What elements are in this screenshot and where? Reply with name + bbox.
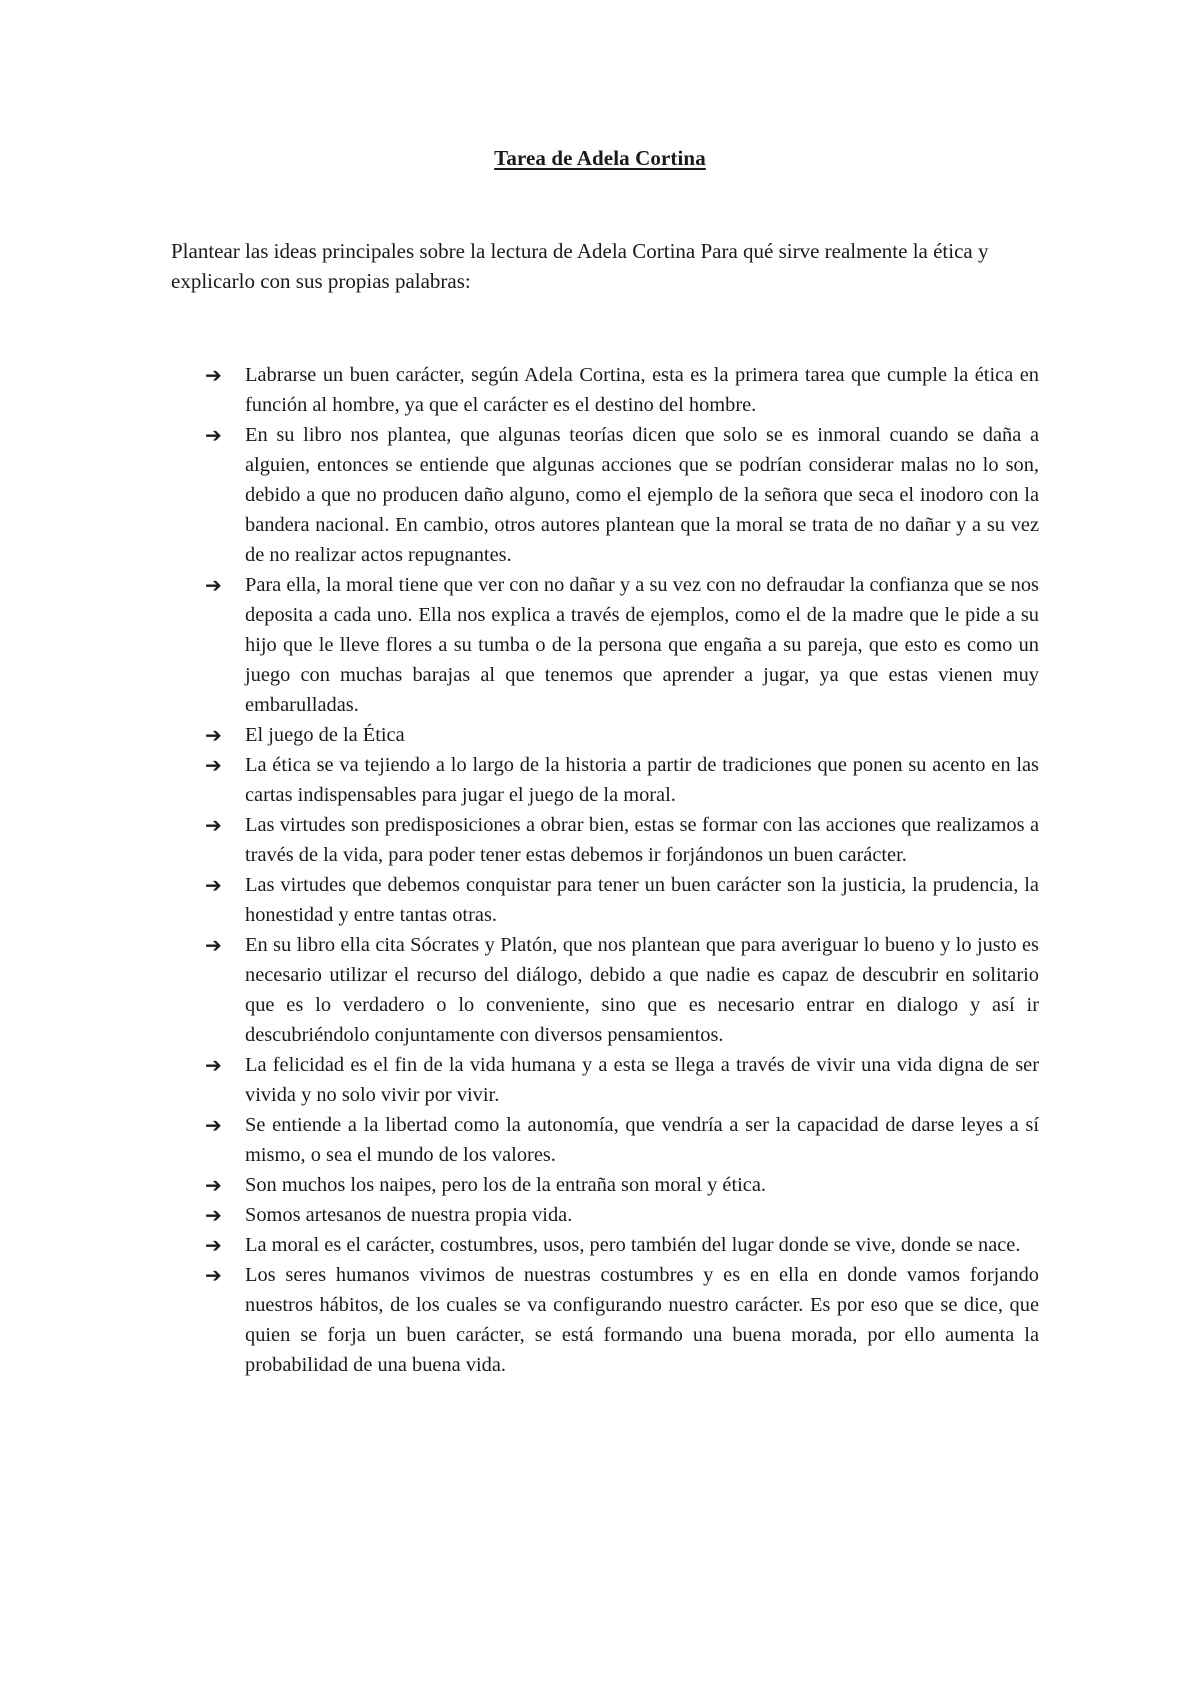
list-item-text: Los seres humanos vivimos de nuestras costumbres y es en ella en donde vamos forjando nuestros hábitos, de los cuales se va configurando nuestro carácter. Es por eso que se dice, que quien se forja un buen carácter, se está formando una buena morada, por ello aumenta la probabilidad de una buena vida. (245, 1264, 1039, 1376)
list-item-text: En su libro ella cita Sócrates y Platón, que nos plantean que para averiguar lo bueno y lo justo es necesario utilizar el recurso del diálogo, debido a que nadie es capaz de descubrir en solitario que es lo verdadero o lo conveniente, sino que es necesario entrar en dialogo y así ir descubriéndolo conjuntamente con diversos pensamientos. (245, 934, 1039, 1046)
list-item-text: Se entiende a la libertad como la autonomía, que vendría a ser la capacidad de darse leyes a sí mismo, o sea el mundo de los valores. (245, 1114, 1039, 1166)
list-item (205, 930, 1039, 1050)
list-item (205, 1050, 1039, 1110)
arrow-right-icon: ➔ (205, 423, 222, 447)
list-item (205, 360, 1039, 420)
list-item (205, 810, 1039, 870)
arrow-right-icon: ➔ (205, 573, 222, 597)
list-item (205, 1170, 1039, 1200)
list-item-text: En su libro nos plantea, que algunas teorías dicen que solo se es inmoral cuando se daña a alguien, entonces se entiende que algunas acciones que se podrían considerar malas no lo son, debido a que no producen daño alguno, como el ejemplo de la señora que seca el inodoro con la bandera nacional. En cambio, otros autores plantean que la moral se trata de no dañar y a su vez de no realizar actos repugnantes. (245, 424, 1039, 566)
list-item (205, 1200, 1039, 1230)
arrow-right-icon: ➔ (205, 1053, 222, 1077)
arrow-right-icon: ➔ (205, 1233, 222, 1257)
list-item (205, 720, 1039, 750)
list-item-text: Labrarse un buen carácter, según Adela Cortina, esta es la primera tarea que cumple la ética en función al hombre, ya que el carácter es el destino del hombre. (245, 364, 1039, 416)
list-item (205, 420, 1039, 570)
list-item (205, 570, 1039, 720)
intro-paragraph: Plantear las ideas principales sobre la lectura de Adela Cortina Para qué sirve realmente la ética y explicarlo con sus propias palabras: (171, 239, 989, 293)
list-item-text: Somos artesanos de nuestra propia vida. (245, 1204, 573, 1226)
arrow-right-icon: ➔ (205, 1173, 222, 1197)
list-item-text: Las virtudes que debemos conquistar para tener un buen carácter son la justicia, la prudencia, la honestidad y entre tantas otras. (245, 874, 1039, 926)
list-item-text: Son muchos los naipes, pero los de la entraña son moral y ética. (245, 1174, 766, 1196)
list-item (205, 750, 1039, 810)
arrow-right-icon: ➔ (205, 753, 222, 777)
list-item (205, 870, 1039, 930)
list-item (205, 1260, 1039, 1380)
list-item-text: La moral es el carácter, costumbres, usos, pero también del lugar donde se vive, donde se nace. (245, 1234, 1021, 1256)
arrow-right-icon: ➔ (205, 1113, 222, 1137)
list-item-text: Las virtudes son predisposiciones a obrar bien, estas se formar con las acciones que realizamos a través de la vida, para poder tener estas debemos ir forjándonos un buen carácter. (245, 814, 1039, 866)
arrow-right-icon: ➔ (205, 813, 222, 837)
list-item-text: La felicidad es el fin de la vida humana y a esta se llega a través de vivir una vida digna de ser vivida y no solo vivir por vivir. (245, 1054, 1039, 1106)
arrow-right-icon: ➔ (205, 1263, 222, 1287)
list-item (205, 1230, 1039, 1260)
list-item-text: La ética se va tejiendo a lo largo de la historia a partir de tradiciones que ponen su acento en las cartas indispensables para jugar el juego de la moral. (245, 754, 1039, 806)
arrow-right-icon: ➔ (205, 1203, 222, 1227)
list-item-text: Para ella, la moral tiene que ver con no dañar y a su vez con no defraudar la confianza que se nos deposita a cada uno. Ella nos explica a través de ejemplos, como el de la madre que le pide a su hijo que le lleve flores a su tumba o de la persona que engaña a su pareja, que esto es como un juego con muchas barajas al que tenemos que aprender a jugar, ya que estas vienen muy embarulladas. (245, 574, 1039, 716)
arrow-right-icon: ➔ (205, 363, 222, 387)
bullet-list (205, 360, 1039, 1380)
list-item (205, 1110, 1039, 1170)
arrow-right-icon: ➔ (205, 873, 222, 897)
arrow-right-icon: ➔ (205, 933, 222, 957)
document-title: Tarea de Adela Cortina (494, 146, 706, 170)
arrow-right-icon: ➔ (205, 723, 222, 747)
list-item-text: El juego de la Ética (245, 724, 405, 746)
